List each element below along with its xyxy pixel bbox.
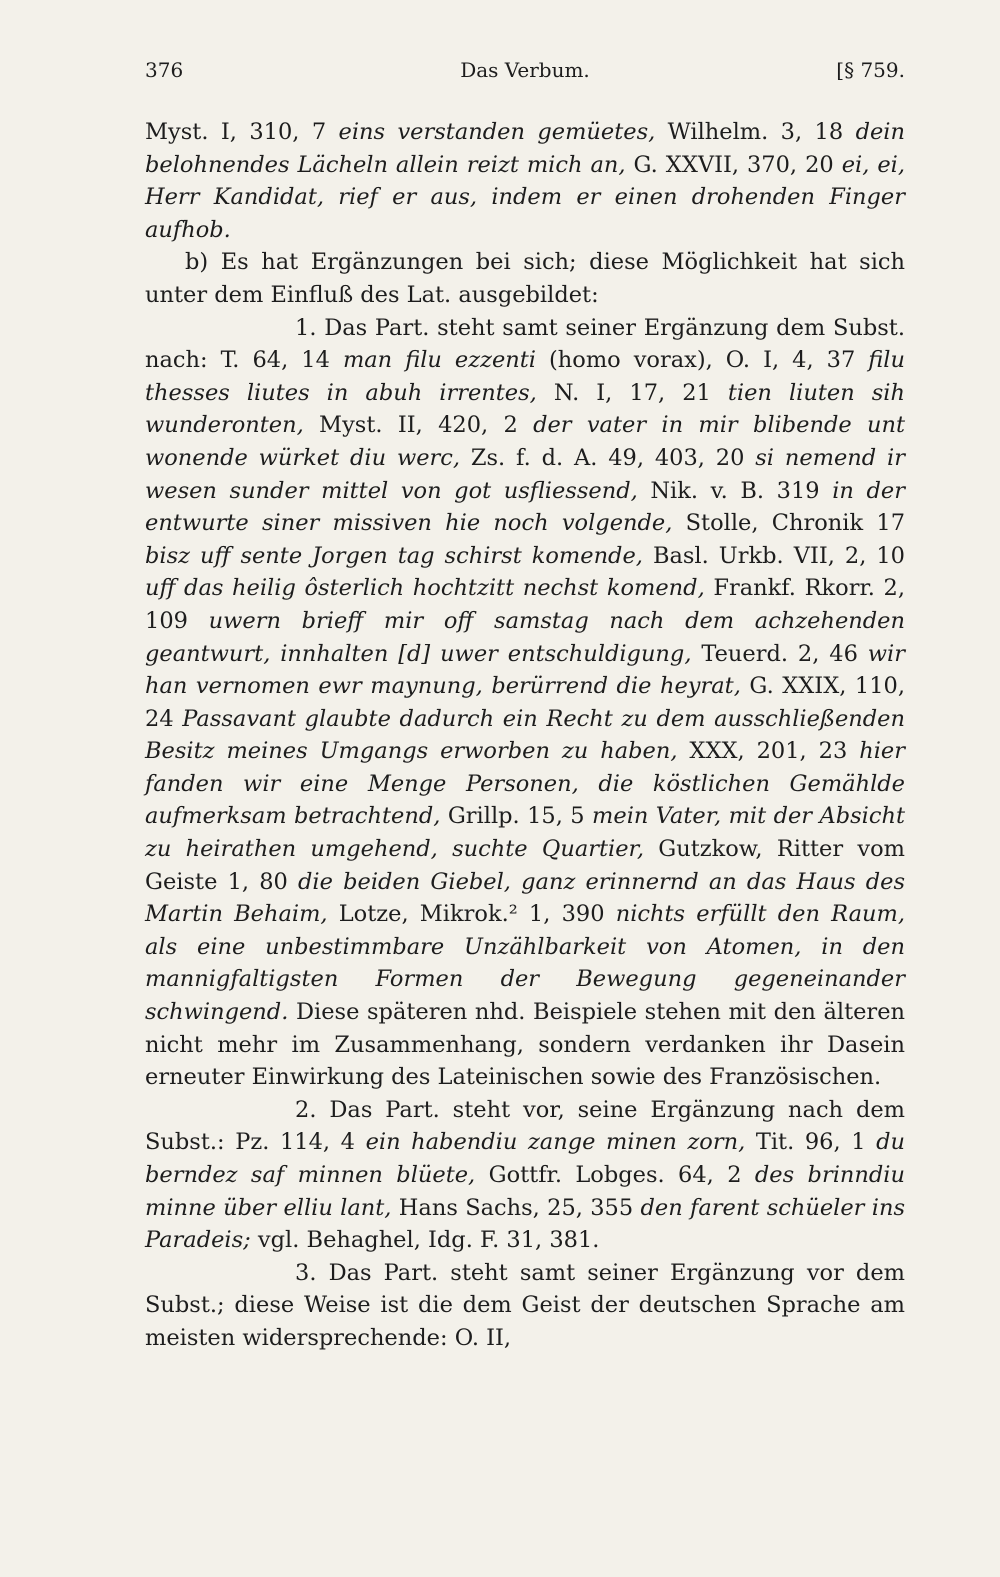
paragraph-continuation: Myst. I, 310, 7 eins verstanden gemüetes, Wilhelm. 3, 18 dein belohnendes Lächeln allein reizt mich an, G. XXVII, 370, 20 ei, ei, Herr Kandidat, rief er aus, indem er einen drohenden Finger aufhob. — [145, 119, 905, 243]
paragraph-b: b) Es hat Ergänzungen bei sich; diese Möglichkeit hat sich unter dem Einfluß des Lat. ausgebildet: — [145, 249, 905, 308]
running-title: Das Verbum. — [460, 58, 590, 82]
section-marker: [§ 759. — [836, 58, 905, 82]
paragraph-point-3: 3. Das Part. steht samt seiner Ergänzung vor dem Subst.; diese Weise ist die dem Geist der deutschen Sprache am meisten widersprechende: O. II, — [145, 1259, 905, 1351]
paragraph-point-2: 2. Das Part. steht vor, seine Ergänzung nach dem Subst.: Pz. 114, 4 ein habendiu zange minen zorn, Tit. 96, 1 du berndez saf minnen blüete, Gottfr. Lobges. 64, 2 des brinndiu minne über elliu lant, Hans Sachs, 25, 355 den farent schüeler ins Paradeis; vgl. Behaghel, Idg. F. 31, 381. — [145, 1096, 906, 1254]
page-number: 376 — [145, 58, 184, 82]
paragraph-point-1: 1. Das Part. steht samt seiner Ergänzung dem Subst. nach: T. 64, 14 man filu ezzenti (homo vorax), O. I, 4, 37 filu thesses liutes in abuh irrentes, N. I, 17, 21 tien liuten sih wunderonten, Myst. II, 420, 2 der vater in mir blibende unt wonende würket diu werc, Zs. f. d. A. 49, 403, 20 si nemend ir wesen sunder mittel von got usfliessend, Nik. v. B. 319 in der entwurte siner missiven hie noch volgende, Stolle, Chronik 17 bisz uff sente Jorgen tag schirst komende, Basl. Urkb. VII, 2, 10 uff das heilig ôsterlich hochtzitt nechst komend, Frankf. Rkorr. 2, 109 uwern brieff mir off samstag nach dem achzehenden geantwurt, innhalten [d] uwer entschuldigung, Teuerd. 2, 46 wir han vernomen ewr maynung, berürrend die heyrat, G. XXIX, 110, 24 Passavant glaubte dadurch ein Recht zu dem ausschließenden Besitz meines Umgangs erworben zu haben, XXX, 201, 23 hier fanden wir eine Menge Personen, die köstlichen Gemählde aufmerksam betrachtend, Grillp. 15, 5 mein Vater, mit der Absicht zu heirathen umgehend, suchte Quartier, Gutzkow, Ritter vom Geiste 1, 80 die beiden Giebel, ganz erinnernd an das Haus des Martin Behaim, Lotze, Mikrok.² 1, 390 nichts erfüllt den Raum, als eine unbestimmbare Unzählbarkeit von Atomen, in den mannigfaltigsten Formen der Bewegung gegeneinander schwingend. Diese späteren nhd. Beispiele stehen mit den älteren nicht mehr im Zusammenhang, sondern verdanken ihr Dasein erneuter Einwirkung des Lateinischen sowie des Französischen. — [145, 314, 906, 1091]
page-body — [145, 116, 905, 1355]
page-header — [145, 58, 905, 88]
